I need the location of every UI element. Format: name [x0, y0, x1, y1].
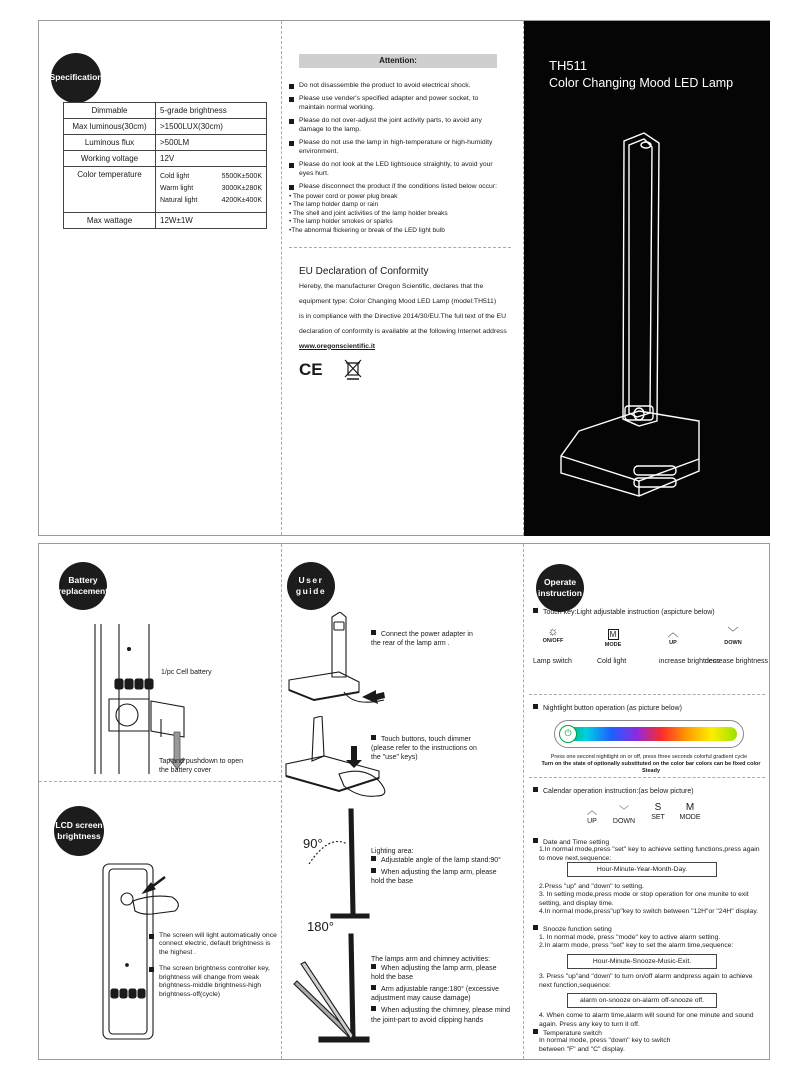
spec-table: [63, 102, 267, 229]
chevron-down-icon: ﹀: [619, 806, 629, 817]
battery-badge: Battery replacement: [59, 562, 107, 610]
list-item: Please do not use the lamp in high-temperature or high-humidity environment.: [289, 139, 504, 156]
cal-key-up[interactable]: ︿ UP: [579, 802, 605, 826]
guide-step2: Touch buttons, touch dimmer (please refer to the instructions on the "use" keys): [371, 736, 477, 762]
table-row: Max luminous(30cm) >1500LUX(30cm): [64, 119, 267, 135]
ce-mark: CE: [299, 360, 323, 379]
chevron-up-icon: ︿: [587, 806, 597, 817]
alarm-sequence: alarm on-snooze on-alarm off-snooze off.: [567, 993, 717, 1008]
sun-icon: ☼: [547, 624, 559, 638]
calendar-keys: [579, 802, 739, 832]
list-item: When adjusting the lamp arm, please hold the base: [371, 965, 497, 982]
cal-key-down[interactable]: ﹀ DOWN: [609, 802, 639, 826]
attention-list: Do not disassemble the product to avoid electrical shock. Please use vender's specified adapter and power socket, to maintain normal working. Please do not over-adjust the joint activity parts, to avoid any damage to the lamp. Please do not use the lamp in high-temperature or high-humidity environment. Please do not look at the LED lightsouce straightly, to avoid your eyes hurt. Please disconnect the product if the conditions listed below occur: • The power cord or power plug break • The lamp holder damp or rain • The shell and joint activities of the lamp holder breaks • The lamp holder smokes or sparks •The abnormal flickering or break of the LED light bulb: [289, 82, 504, 235]
section-divider: [289, 247, 511, 248]
cal-key-set[interactable]: S SET: [651, 802, 665, 821]
battery-instruction: Tap and pushdown to open the battery cover: [159, 758, 244, 775]
mode-icon: M: [608, 629, 619, 640]
datetime-sequence: Hour-Minute-Year-Month-Day.: [567, 862, 717, 877]
list-item: The screen will light automatically once connect electric, default brightness is the highest .: [149, 932, 277, 957]
list-item: Please disconnect the product if the conditions listed below occur:: [289, 183, 504, 191]
user-guide-badge: User guide: [287, 562, 335, 610]
cover-model: TH511: [549, 58, 588, 73]
list-item: Please use vender's specified adapter and power socket, to maintain normal working.: [289, 95, 504, 112]
lamp-illustration: [549, 121, 749, 521]
eu-text: Hereby, the manufacturer Oregon Scientific, declares that the equipment type: Color Changing Mood LED Lamp (model:TH511) is in compliance with the Directive 2014/30/EU.The full text of the EU declaration of conformity is available at the following Internet address www.oregonscientific.it: [299, 280, 519, 355]
table-row: Max wattage 12W±1W: [64, 213, 267, 229]
touch-keys: ☼ ON/OFF M MODE ︿ UP ﹀ DOWN Lamp switch Cold light increase brightness decrease brightness: [533, 624, 769, 665]
operate-badge: Operate instruction: [536, 564, 584, 612]
snooze-sequence: Hour-Minute-Snooze-Music-Exit.: [567, 954, 717, 969]
cal-key-mode[interactable]: M MODE: [679, 802, 701, 821]
section-divider: [529, 777, 765, 778]
chimney-block: The lamps arm and chimney activities: When adjusting the lamp arm, please hold the base Arm adjustable range:180° (excessive adjustment may cause damage) When adjusting the chimney, please mind the joint-part to avoid clipping hands: [371, 956, 511, 1024]
snooze-title: Snooze function seting: [533, 925, 612, 935]
power-icon[interactable]: ⏻: [559, 725, 577, 743]
list-item: Arm adjustable range:180° (excessive adjustment may cause damage): [371, 986, 499, 1003]
fold-line: [281, 544, 282, 1059]
nightlight-bar[interactable]: [554, 720, 744, 748]
list-item: Do not disassemble the product to avoid electrical shock.: [289, 82, 504, 90]
temp-title: Temperature switch: [533, 1029, 602, 1039]
table-row: Dimmable 5-grade brightness: [64, 103, 267, 119]
angle-90-label: 90°: [303, 836, 323, 851]
key-up[interactable]: ︿ UP: [653, 624, 693, 647]
lcd-list: [149, 932, 277, 1004]
touch-key-title: Touch key:Light adjustable instruction (aspicture below): [533, 608, 715, 617]
table-row: Working voltage 12V: [64, 151, 267, 167]
lighting-area-illustration: [289, 804, 379, 924]
section-divider: [39, 781, 281, 782]
page-back: Battery replacement 1/pc Cell battery Tap and pushdown to open the battery cover LCD screen brightness The screen will light automatically once connect electric, default brightness is the highest . The screen brightness controller key, brightness will change from weak brightness-middle brightness-high brightness-off(cycle) User guide Connect the power adapter in the rear of the lamp arm . Touch buttons, touch dimmer (please refer to the instructions on the "use" keys) 90° Lighting area: Adjustable angle of the lamp stand:90° When adjusting the lamp arm, please hold the base 180° The lamps arm and chimney activities: When adjusting the lamp arm, please hold the base Arm adjustable range:180° (excessive adjustment may cause damage) When adjusting the chimney, please mind the joint-part to avoid clipping hands Operate instruction Touch key:Light adjustable instruction (aspicture below) ☼ ON/OFF M MODE ︿ UP ﹀ DOWN Lamp switch Cold light increase brightness decrease brightness Nightlight button operation (as picture below) ⏻ Press one second nightlight on or off, press three seconds colorful gradient cycle Turn on the state of optionally substituted on the color bar colors can be fixed color Steady Calendar operation instruction:(as below picture) ︿ UP ﹀ DOWN S SET M MODE Date and Time setting 1.In normal mode,press "set" key to achieve setting functions,press again to move next,sequence: Hour-Minute-Year-Month-Day. 2.Press "up" and "down" to setting. 3. In setting mode,press mode or stop operation for one munite to exit setting, and display time. 4.In normal mode,press"up"key to switch between "12H"or "24H" display. Snooze function seting 1. In normal mode, press "mode" key to active alarm setting. 2.In alarm mode, press "set" key to set the alarm time,sequence: Hour-Minute-Snooze-Music-Exit. 3. Press "up"and "down" to turn on/off alarm andpress again to achieve next function,sequence: alarm on-snooze on-alarm off-snooze off. 4. When come to alarm time,alarm will sound for one minute and sound again. Press any key to turn it off. Temperature switch In normal mode, press "down" key to switch between "F" and "C" display.: [38, 543, 770, 1060]
arm-range-illustration: [289, 929, 379, 1049]
attention-title: Attention:: [299, 54, 497, 68]
list-item: When adjusting the lamp arm, please hold the base: [371, 869, 497, 886]
list-item: The screen brightness controller key, brightness will change from weak brightness-middle brightness-high brightness-off(cycle): [149, 965, 277, 999]
calendar-title: Calendar operation instruction:(as below picture): [533, 787, 694, 796]
chevron-down-icon: ﹀: [727, 627, 739, 639]
specification-badge: Specification: [51, 53, 101, 103]
fold-line: [281, 21, 282, 535]
key-on-off[interactable]: ☼ ON/OFF: [533, 624, 573, 645]
color-gradient: [561, 727, 737, 741]
key-down[interactable]: ﹀ DOWN: [713, 624, 753, 647]
lamp-power-illustration: [284, 612, 394, 717]
key-mode[interactable]: M MODE: [604, 630, 622, 648]
list-item: Adjustable angle of the lamp stand:90°: [371, 856, 511, 865]
angle-180-label: 180°: [307, 919, 334, 934]
section-divider: [529, 694, 765, 695]
weee-bin-icon: [344, 358, 362, 380]
list-item: Please do not look at the LED lightsouce straightly, to avoid your eyes hurt.: [289, 161, 504, 178]
fold-line: [523, 544, 524, 1059]
cover-panel: [524, 21, 770, 536]
cover-title: Color Changing Mood LED Lamp: [549, 76, 734, 90]
lighting-block: Lighting area: Adjustable angle of the lamp stand:90° When adjusting the lamp arm, please hold the base: [371, 847, 511, 886]
table-row: Color temperature Cold light 5500K±500K Warm light 3000K±280K Natural light 4200K±400K: [64, 167, 267, 213]
eu-url-link[interactable]: www.oregonscientific.it: [299, 342, 376, 350]
nightlight-title: Nightlight button operation (as picture below): [533, 704, 682, 713]
guide-step1: Connect the power adapter in the rear of the lamp arm .: [371, 631, 473, 648]
list-item: Please do not over-adjust the joint activity parts, to avoid any damage to the lamp.: [289, 117, 504, 134]
battery-illustration: [89, 619, 249, 779]
page-front: [38, 20, 770, 536]
eu-title: EU Declaration of Conformity: [299, 266, 429, 277]
datetime-title: Date and Time setting: [533, 838, 609, 848]
lcd-badge: LCD screen brightness: [54, 806, 104, 856]
battery-cell-label: 1/pc Cell battery: [161, 669, 212, 676]
table-row: Luminous flux >500LM: [64, 135, 267, 151]
list-item: When adjusting the chimney, please mind the joint-part to avoid clipping hands: [371, 1007, 511, 1024]
chevron-up-icon: ︿: [667, 627, 679, 639]
